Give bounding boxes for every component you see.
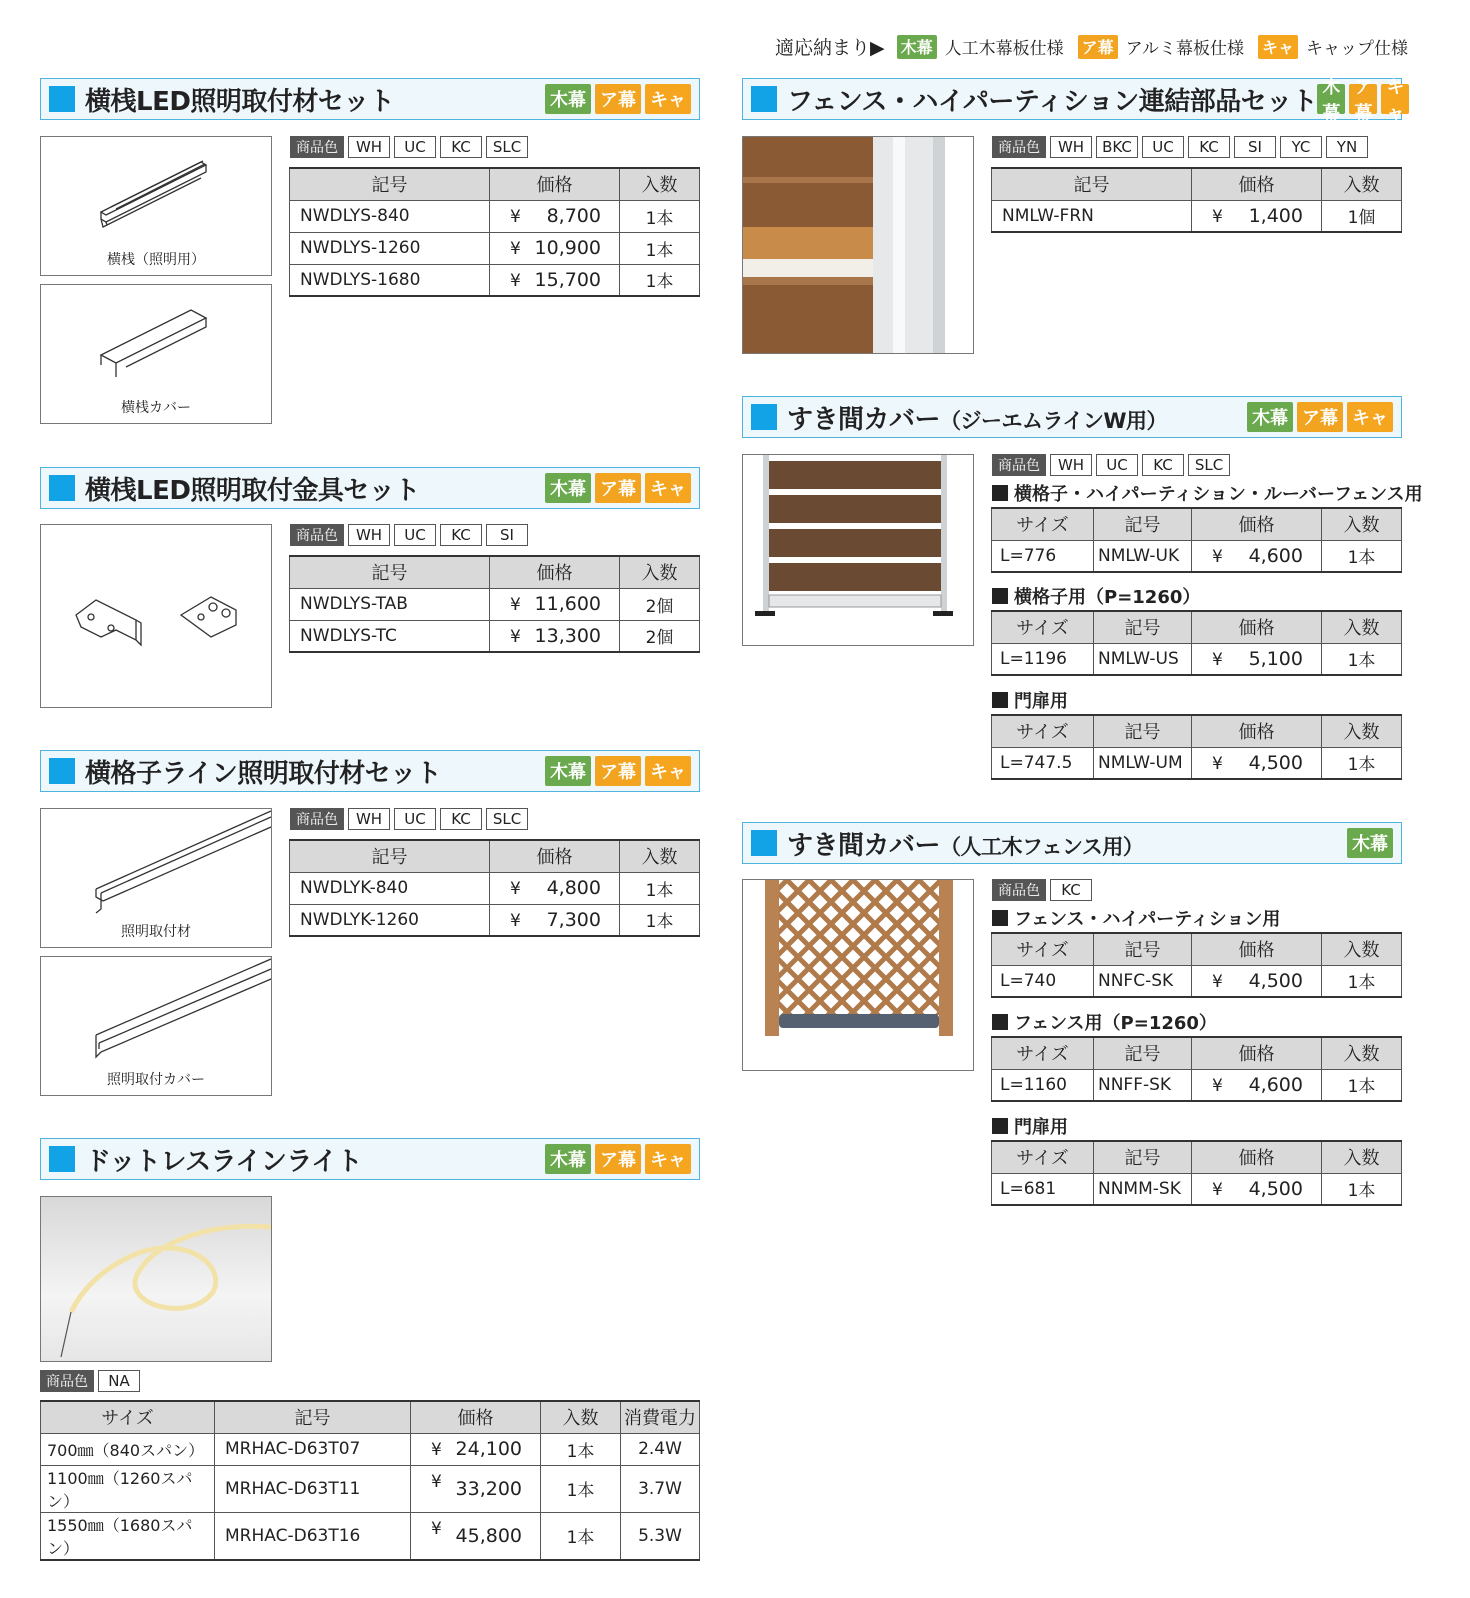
subheading [992,905,1280,931]
color-chip: UC [1096,454,1138,476]
code-cell: NNFC-SK [1094,965,1192,997]
table-row [290,620,700,652]
color-chip: SI [486,524,528,546]
col-header: 価格 [1192,933,1322,965]
tag-alu: ア幕 [1297,402,1343,432]
col-header: 価格 [490,168,620,200]
yen-sign: ¥ [510,626,521,647]
color-chip: KC [440,136,482,158]
section-header [742,822,1402,864]
color-chip: KC [1188,136,1230,158]
image-caption: 照明取付カバー [107,1072,205,1088]
col-header: サイズ [992,1037,1094,1069]
yen-sign: ¥ [431,1518,442,1539]
table-row [290,232,700,264]
qty-cell: 1本 [620,200,700,232]
color-chip: KC [440,524,482,546]
color-chip: WH [348,136,390,158]
tag-wood: 木幕 [545,473,591,503]
product-image [40,808,272,948]
subheading-text: 門扉用 [1014,1117,1068,1138]
code-cell: MRHAC-D63T07 [215,1433,411,1465]
subheading [992,1113,1068,1139]
color-chip: WH [348,808,390,830]
price-table [991,610,1402,676]
code-cell: NMLW-UM [1094,747,1192,779]
price-table [289,555,700,653]
price-table [991,1036,1402,1102]
price-value: 4,800 [546,877,601,899]
lattice-illustration [743,880,974,1071]
price-cell [490,620,620,652]
yen-sign: ¥ [1212,546,1223,567]
legend-text: アルミ幕板仕様 [1125,39,1244,59]
color-chip: YN [1326,136,1368,158]
size-cell: L=1196 [992,643,1094,675]
code-cell: NNFF-SK [1094,1069,1192,1101]
qty-cell: 1本 [620,904,700,936]
tag-wood: 木幕 [1247,402,1293,432]
col-header: 価格 [411,1401,541,1433]
subheading-text: フェンス用（P=1260） [1014,1013,1217,1034]
color-chip: KC [1142,454,1184,476]
col-header: 価格 [1192,508,1322,540]
price-value: 5,100 [1248,647,1303,670]
col-header: 価格 [1192,1141,1322,1173]
bullet [992,1118,1008,1134]
title-sub: （人工木フェンス用） [940,834,1144,859]
tag-wood: 木幕 [545,756,591,786]
table-row [992,540,1402,572]
table-row [41,1465,700,1512]
table-row [290,872,700,904]
tag-alu: ア幕 [595,1144,641,1174]
color-chip: UC [394,136,436,158]
table-row [992,643,1402,675]
color-chip: UC [1142,136,1184,158]
price-cell [411,1465,541,1512]
code-cell: NWDLYS-840 [290,200,490,232]
code-cell: NWDLYS-TAB [290,588,490,620]
col-header: 記号 [1094,1037,1192,1069]
price-value: 33,200 [455,1477,522,1500]
price-table [289,839,700,937]
code-cell: NMLW-UK [1094,540,1192,572]
yen-sign: ¥ [431,1439,442,1460]
qty-cell: 1本 [620,232,700,264]
qty-cell: 1個 [1322,200,1402,232]
table-row [290,264,700,296]
yen-sign: ¥ [510,878,521,899]
yen-sign: ¥ [1212,1075,1223,1096]
subheading-text: 門扉用 [1014,691,1068,712]
product-image [40,284,272,424]
col-header: 入数 [1322,168,1402,200]
col-header: 入数 [620,556,700,588]
section-header [40,467,700,509]
qty-cell: 1本 [620,264,700,296]
col-header: サイズ [992,715,1094,747]
color-chip: SLC [486,808,528,830]
col-header: サイズ [992,1141,1094,1173]
price-table [991,932,1402,998]
legend-text: 人工木幕板仕様 [944,39,1064,59]
section-title: ドットレスラインライト [85,1146,363,1177]
cover-illustration [41,957,271,1072]
section-marker [49,758,75,784]
price-cell [411,1512,541,1560]
yen-sign: ¥ [510,238,521,259]
color-chip: KC [440,808,482,830]
section-marker [49,1146,75,1172]
section-header [40,750,700,792]
color-chip: YC [1280,136,1322,158]
product-photo [742,136,974,354]
price-value: 24,100 [455,1438,522,1460]
col-header: 記号 [1094,715,1192,747]
tag-alu: ア幕 [595,473,641,503]
table-row [992,965,1402,997]
size-cell: L=740 [992,965,1094,997]
tag-wood: 木幕 [545,1144,591,1174]
price-value: 11,600 [534,593,601,615]
section-header [742,77,1405,124]
col-header: 記号 [215,1401,411,1433]
image-caption: 横桟カバー [121,400,191,416]
product-image [40,956,272,1096]
table-row [290,200,700,232]
section-marker [49,475,75,501]
subheading [992,583,1200,609]
col-header: 記号 [1094,611,1192,643]
legend-text: キャップ仕様 [1306,39,1408,59]
color-label: 商品色 [992,454,1046,476]
qty-cell: 1本 [620,872,700,904]
mount-illustration [41,809,271,924]
yen-sign: ¥ [1212,753,1223,774]
code-cell: NWDLYS-1260 [290,232,490,264]
code-cell: NWDLYS-TC [290,620,490,652]
color-chip: UC [394,524,436,546]
bullet [992,692,1008,708]
color-chip: BKC [1096,136,1138,158]
col-header: 価格 [1192,715,1322,747]
price-cell [411,1433,541,1465]
color-label: 商品色 [992,136,1046,158]
price-value: 15,700 [534,268,601,291]
qty-cell: 1本 [1322,747,1402,779]
section-marker [751,404,777,430]
price-value: 8,700 [546,205,601,227]
qty-cell: 2個 [620,620,700,652]
bullet [992,588,1008,604]
size-cell: L=681 [992,1173,1094,1205]
code-cell: MRHAC-D63T16 [215,1512,411,1560]
col-header: 価格 [490,840,620,872]
rail-illustration [41,137,271,247]
col-header: 価格 [490,556,620,588]
qty-cell: 1本 [1322,540,1402,572]
size-cell: 700㎜（840スパン） [41,1433,215,1465]
col-header: サイズ [41,1401,215,1433]
image-caption: 横桟（照明用） [107,252,205,268]
col-header: 価格 [1192,1037,1322,1069]
col-header: 入数 [1322,1141,1402,1173]
qty-cell: 1本 [541,1465,621,1512]
yen-sign: ¥ [1212,206,1223,227]
color-chip: KC [1050,879,1092,901]
price-value: 13,300 [534,624,601,647]
price-cell [490,264,620,296]
color-chip: NA [98,1370,140,1392]
tag-cap: キャ [1258,35,1298,59]
code-cell: NNMM-SK [1094,1173,1192,1205]
table-row [992,1173,1402,1205]
color-options [290,808,528,830]
code-cell: NWDLYS-1680 [290,264,490,296]
tag-cap: キャ [1381,84,1409,114]
col-header: 記号 [1094,933,1192,965]
yen-sign: ¥ [431,1471,442,1492]
section-marker [751,86,777,112]
tag-wood: 木幕 [897,35,937,59]
power-cell: 3.7W [621,1465,700,1512]
yen-sign: ¥ [510,594,521,615]
size-cell: 1550㎜（1680スパン） [41,1512,215,1560]
price-table [991,507,1402,573]
table-row [41,1433,700,1465]
section-title: フェンス・ハイパーティション連結部品セット [787,86,1318,117]
qty-cell: 1本 [1322,1173,1402,1205]
col-header: 入数 [541,1401,621,1433]
gap-cover-illustration [743,455,974,646]
col-header: 記号 [1094,1141,1192,1173]
section-marker [751,830,777,856]
subheading [992,1009,1217,1035]
color-options [992,136,1368,158]
led-strip-illustration [41,1197,271,1361]
table-row [992,747,1402,779]
yen-sign: ¥ [1212,1179,1223,1200]
code-cell: MRHAC-D63T11 [215,1465,411,1512]
subheading-text: 横格子・ハイパーティション・ルーバーフェンス用 [1014,484,1423,505]
col-header: 消費電力 [621,1401,700,1433]
color-chip: SLC [1188,454,1230,476]
color-label: 商品色 [992,879,1046,901]
subheading-text: 横格子用（P=1260） [1014,587,1201,608]
tag-alu: ア幕 [595,756,641,786]
tag-alu: ア幕 [595,84,641,114]
color-chip: WH [1050,136,1092,158]
price-cell [1192,965,1322,997]
code-cell: NWDLYK-840 [290,872,490,904]
price-cell [1192,540,1322,572]
price-value: 4,500 [1248,969,1303,992]
color-options [40,1370,140,1392]
price-cell [490,588,620,620]
col-header: 入数 [1322,933,1402,965]
tag-wood: 木幕 [545,84,591,114]
price-cell [1192,200,1322,232]
section-title: 横桟LED照明取付材セット [85,86,395,117]
table-row [992,200,1402,232]
yen-sign: ¥ [1212,649,1223,670]
power-cell: 2.4W [621,1433,700,1465]
color-options [992,879,1092,901]
title-sub: （ジーエムラインW用） [940,408,1168,433]
section-header [40,1138,700,1180]
table-row [290,588,700,620]
price-cell [1192,1173,1322,1205]
col-header: 価格 [1192,168,1322,200]
product-photo [742,879,974,1071]
col-header: 入数 [620,840,700,872]
product-photo [40,1196,272,1362]
color-options [992,454,1230,476]
legend [775,33,1408,60]
tag-wood: 木幕 [1317,84,1345,114]
cover-illustration [41,285,271,395]
section-title: 横格子ライン照明取付材セット [85,758,442,789]
title-main: すき間カバー [787,830,941,861]
color-label: 商品色 [40,1370,94,1392]
color-label: 商品色 [290,136,344,158]
qty-cell: 1本 [1322,1069,1402,1101]
color-chip: SLC [486,136,528,158]
section-header [40,78,700,120]
subheading [992,480,1423,506]
col-header: 記号 [290,556,490,588]
col-header: 入数 [620,168,700,200]
price-table [289,167,700,297]
price-table [991,714,1402,780]
price-value: 7,300 [546,908,601,931]
product-image [40,524,272,708]
price-value: 4,500 [1248,751,1303,774]
power-cell: 5.3W [621,1512,700,1560]
fence-joint-illustration [743,137,974,354]
price-value: 4,600 [1248,544,1303,567]
price-value: 10,900 [534,237,601,259]
tag-cap: キャ [645,84,691,114]
tag-cap: キャ [645,473,691,503]
price-table [991,167,1402,233]
subheading [992,687,1068,713]
tag-cap: キャ [1347,402,1393,432]
col-header: 記号 [290,168,490,200]
code-cell: NWDLYK-1260 [290,904,490,936]
color-label: 商品色 [290,808,344,830]
product-image [40,136,272,276]
qty-cell: 1本 [1322,965,1402,997]
col-header: サイズ [992,933,1094,965]
table-row [992,1069,1402,1101]
tag-alu: ア幕 [1349,84,1377,114]
col-header: 記号 [1094,508,1192,540]
price-table [40,1400,700,1561]
price-value: 4,500 [1248,1177,1303,1200]
qty-cell: 1本 [541,1433,621,1465]
yen-sign: ¥ [1212,971,1223,992]
subheading-text: フェンス・ハイパーティション用 [1014,909,1281,930]
yen-sign: ¥ [510,270,521,291]
size-cell: L=1160 [992,1069,1094,1101]
col-header: 記号 [992,168,1192,200]
code-cell: NMLW-FRN [992,200,1192,232]
legend-lead: 適応納まり▶ [775,37,885,59]
color-options [290,136,528,158]
section-title [787,399,1167,436]
qty-cell: 1本 [541,1512,621,1560]
bullet [992,485,1008,501]
code-cell: NMLW-US [1094,643,1192,675]
size-cell: L=776 [992,540,1094,572]
col-header: 入数 [1322,508,1402,540]
col-header: サイズ [992,508,1094,540]
color-chip: SI [1234,136,1276,158]
price-cell [490,872,620,904]
qty-cell: 1本 [1322,643,1402,675]
price-cell [1192,643,1322,675]
price-value: 1,400 [1248,204,1303,227]
section-title [787,825,1143,862]
color-options [290,524,528,546]
price-value: 4,600 [1248,1073,1303,1096]
bracket-illustration [41,525,271,707]
price-cell [1192,1069,1322,1101]
price-table [991,1140,1402,1206]
product-photo [742,454,974,646]
size-cell: 1100㎜（1260スパン） [41,1465,215,1512]
price-cell [490,232,620,264]
section-marker [49,86,75,112]
tag-cap: キャ [645,756,691,786]
col-header: 入数 [1322,611,1402,643]
col-header: 入数 [1322,1037,1402,1069]
tag-wood: 木幕 [1347,828,1393,858]
col-header: 記号 [290,840,490,872]
price-cell [490,200,620,232]
section-header [742,396,1402,438]
col-header: 入数 [1322,715,1402,747]
color-chip: WH [348,524,390,546]
tag-cap: キャ [645,1144,691,1174]
qty-cell: 2個 [620,588,700,620]
size-cell: L=747.5 [992,747,1094,779]
yen-sign: ¥ [510,206,521,227]
table-row [290,904,700,936]
image-caption: 照明取付材 [121,924,191,940]
color-label: 商品色 [290,524,344,546]
color-chip: UC [394,808,436,830]
section-title: 横桟LED照明取付金具セット [85,475,420,506]
price-cell [1192,747,1322,779]
col-header: サイズ [992,611,1094,643]
price-value: 45,800 [455,1524,522,1547]
color-chip: WH [1050,454,1092,476]
yen-sign: ¥ [510,910,521,931]
table-row [41,1512,700,1560]
bullet [992,910,1008,926]
tag-alu: ア幕 [1078,35,1118,59]
price-cell [490,904,620,936]
bullet [992,1014,1008,1030]
col-header: 価格 [1192,611,1322,643]
title-main: すき間カバー [787,404,941,435]
